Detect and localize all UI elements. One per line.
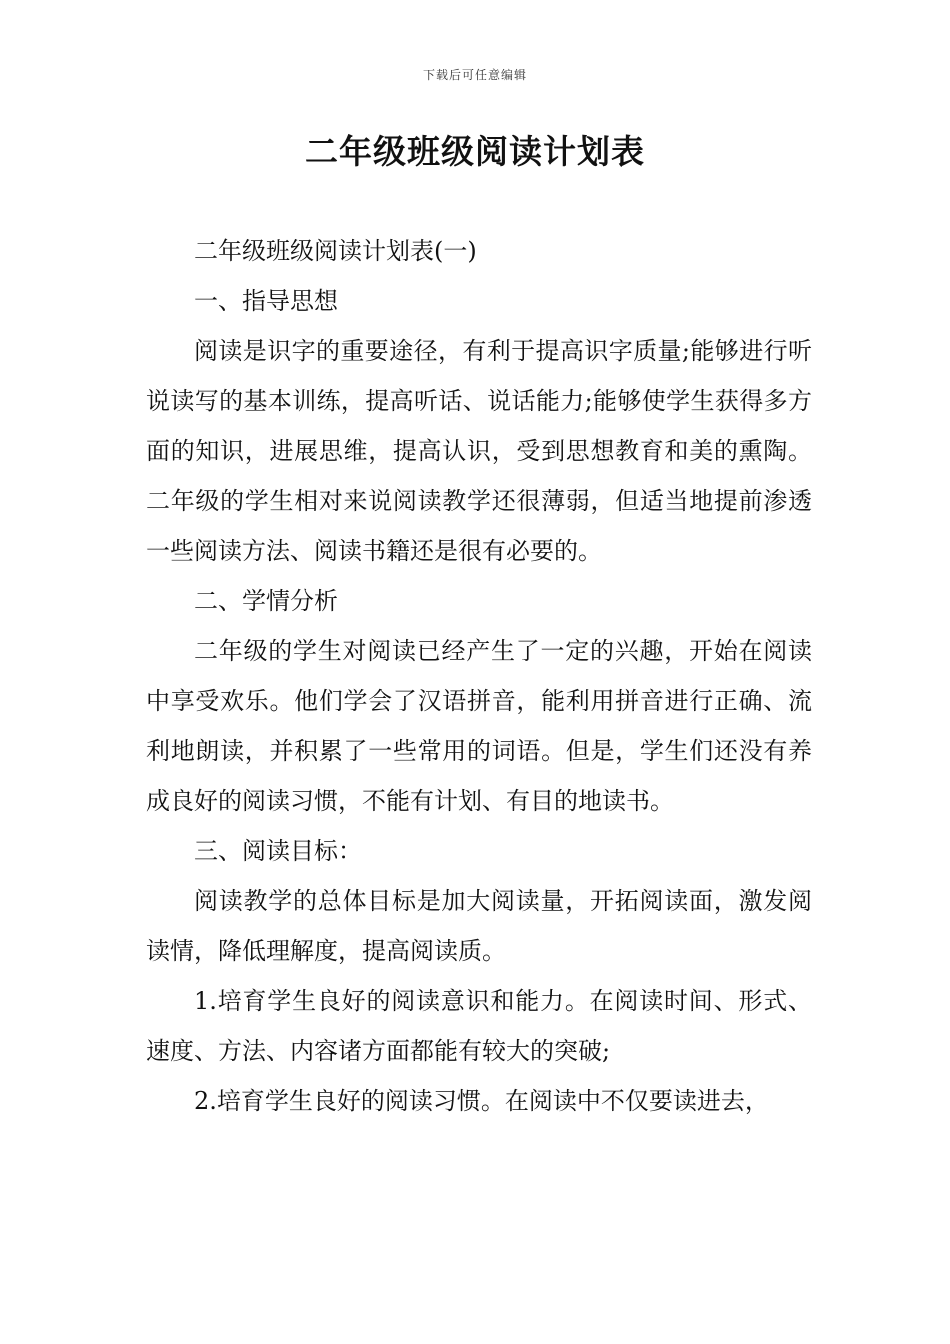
paragraph-reading-goals: 阅读教学的总体目标是加大阅读量，开拓阅读面，激发阅读情，降低理解度，提高阅读质。 bbox=[146, 887, 812, 965]
paragraph-guiding-thought: 阅读是识字的重要途径，有利于提高识字质量;能够进行听说读写的基本训练，提高听话、说话能力;能够使学生获得多方面的知识，进展思维，提高认识，受到思想教育和美的熏陶。二年级的学生相对来说阅读教学还很薄弱，但适当地提前渗透一些阅读方法、阅读书籍还是很有必要的。 bbox=[146, 337, 812, 565]
heading-reading-goals: 三、阅读目标： bbox=[194, 837, 362, 865]
document-body bbox=[146, 226, 812, 1126]
goal-item-1: 1.培育学生良好的阅读意识和能力。在阅读时间、形式、速度、方法、内容诸方面都能有较大的突破; bbox=[146, 987, 812, 1065]
paragraph-learning-analysis: 二年级的学生对阅读已经产生了一定的兴趣，开始在阅读中享受欢乐。他们学会了汉语拼音，能利用拼音进行正确、流利地朗读，并积累了一些常用的词语。但是，学生们还没有养成良好的阅读习惯，不能有计划、有目的地读书。 bbox=[146, 637, 812, 815]
heading-guiding-thought: 一、指导思想 bbox=[194, 287, 338, 315]
section-subtitle: 二年级班级阅读计划表(一) bbox=[194, 237, 477, 265]
document-title: 二年级班级阅读计划表 bbox=[305, 132, 645, 171]
heading-learning-analysis: 二、学情分析 bbox=[194, 587, 338, 615]
page-header-note: 下载后可任意编辑 bbox=[422, 68, 527, 82]
goal-item-2: 2.培育学生良好的阅读习惯。在阅读中不仅要读进去， bbox=[194, 1087, 769, 1115]
